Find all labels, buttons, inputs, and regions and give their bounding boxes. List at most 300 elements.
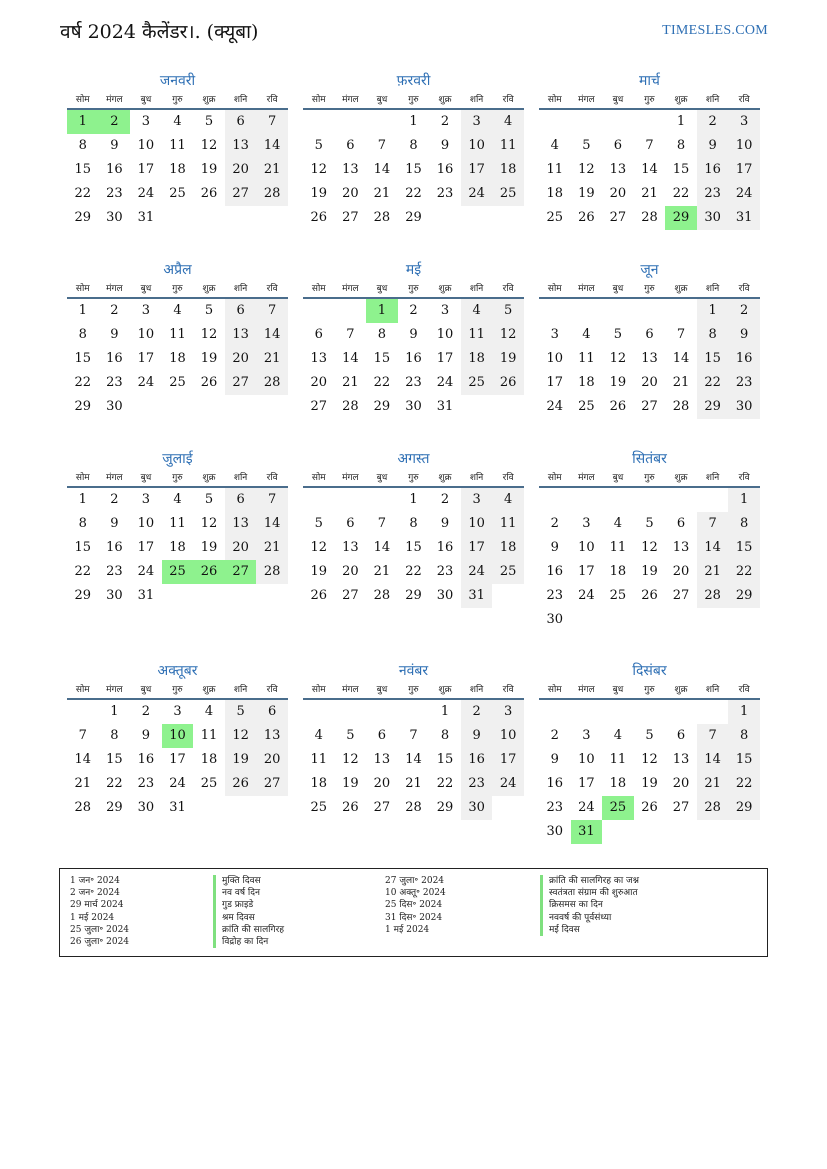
day-cell: 10 [436,327,454,342]
day-cell: 31 [728,206,760,230]
week-row [539,110,760,134]
empty-cell [602,608,634,632]
day-cell: 15 [373,351,391,366]
day-cell: 12 [578,162,595,177]
day-cell: 24 [137,564,155,579]
day-cell: 12 [200,327,218,342]
day-cell: 18 [609,564,627,579]
day-cell: 4 [613,516,623,531]
day-cell: 27 [373,800,391,815]
day-cell: 8 [440,728,450,743]
empty-cell [193,584,225,608]
day-cell: 21 [74,776,92,791]
week-row [539,371,760,395]
weekday-label: रवि [738,284,750,294]
day-cell: 31 [436,399,454,414]
day-cell: 26 [641,800,658,815]
day-cell: 21 [373,564,391,579]
week-row [539,134,760,158]
day-cell: 18 [492,158,524,182]
empty-cell [602,700,634,724]
month-name: जून [640,262,659,278]
empty-cell [303,700,335,724]
weekday-label: बुध [376,473,388,483]
day-cell: 29 [74,588,92,603]
weekday-label: रवि [502,284,514,294]
weekday-header [67,470,288,488]
day-cell: 21 [342,375,359,390]
empty-cell [728,608,760,632]
day-cell: 28 [256,182,288,206]
weekday-label: मंगल [578,284,595,294]
empty-cell [193,206,225,230]
day-cell: 30 [728,395,760,419]
week-row [67,772,288,796]
day-cell: 11 [169,327,186,342]
day-cell: 7 [697,512,729,536]
weekday-label: रवि [738,95,750,105]
day-cell: 3 [173,704,182,719]
day-cell: 27 [256,772,288,796]
day-cell: 9 [440,138,450,153]
day-cell: 10 [137,516,155,531]
day-cell: 3 [440,303,450,318]
day-cell: 29 [74,399,92,414]
day-cell: 4 [204,704,214,719]
week-row [303,182,524,206]
day-cell: 11 [546,162,564,177]
empty-cell [335,299,367,323]
day-cell: 3 [141,114,151,129]
day-cell: 29 [373,399,391,414]
day-cell: 7 [256,110,288,134]
day-cell: 12 [641,752,658,767]
day-cell: 2 [409,303,418,318]
day-cell: 20 [672,776,690,791]
day-cell: 13 [342,162,359,177]
empty-cell [665,820,697,844]
empty-cell [634,110,666,134]
month-name: अप्रैल [163,262,192,278]
day-cell: 11 [169,516,186,531]
day-cell: 3 [728,110,760,134]
day-cell: 23 [436,186,454,201]
empty-cell [256,206,288,230]
day-cell: 11 [461,323,493,347]
weekday-label: शनि [469,284,484,294]
day-cell: 3 [461,110,493,134]
legend-holiday-name: गुड फ्राइडे [213,899,284,911]
day-cell: 6 [676,516,686,531]
day-cell: 4 [550,138,559,153]
legend-holiday-name: विद्रोह का दिन [213,936,284,948]
day-cell: 6 [613,138,623,153]
empty-cell [697,608,729,632]
weekday-label: रवि [502,95,514,105]
day-cell: 24 [492,772,524,796]
weekday-label: शनि [469,473,484,483]
empty-cell [571,488,603,512]
weekday-label: बुध [376,284,388,294]
day-cell: 30 [106,210,123,225]
empty-cell [571,110,603,134]
day-cell: 16 [436,540,454,555]
day-cell: 10 [546,351,564,366]
day-cell: 13 [225,512,257,536]
weekday-label: शुक्र [674,473,688,483]
empty-cell [366,700,398,724]
month-block [303,259,524,419]
day-cell: 26 [310,210,328,225]
day-cell: 16 [546,776,564,791]
day-cell: 17 [436,351,454,366]
empty-cell [571,299,603,323]
day-cell: 10 [728,134,760,158]
day-cell: 2 [728,299,760,323]
month-name: जुलाई [162,451,193,467]
day-cell: 24 [578,588,595,603]
day-cell: 26 [200,186,218,201]
day-cell: 8 [377,327,387,342]
day-cell: 8 [676,138,686,153]
legend-date: 25 जुला॰ 2024 [70,924,130,935]
day-cell: 17 [137,162,155,177]
day-cell: 23 [405,375,422,390]
empty-cell [571,608,603,632]
day-cell: 25 [461,371,493,395]
holiday-day-cell: 27 [225,560,257,584]
day-cell: 22 [373,375,391,390]
week-row [303,772,524,796]
empty-cell [728,820,760,844]
day-cell: 9 [728,323,760,347]
weekday-header [67,92,288,110]
empty-cell [256,584,288,608]
day-cell: 23 [728,371,760,395]
day-cell: 25 [310,800,328,815]
day-cell: 18 [310,776,328,791]
day-cell: 21 [256,536,288,560]
legend-left-dates [70,875,129,948]
day-cell: 25 [200,776,218,791]
day-cell: 14 [405,752,422,767]
day-cell: 13 [609,162,627,177]
day-cell: 15 [74,162,92,177]
day-cell: 25 [169,186,186,201]
day-cell: 9 [461,724,493,748]
holiday-day-cell: 25 [602,796,634,820]
week-row [67,347,288,371]
day-cell: 25 [492,182,524,206]
week-row [67,748,288,772]
day-cell: 18 [578,375,595,390]
day-cell: 12 [310,162,328,177]
day-cell: 11 [609,540,627,555]
legend-holiday-name: मई दिवस [540,924,639,936]
day-cell: 5 [204,492,214,507]
day-cell: 14 [256,512,288,536]
empty-cell [492,584,524,608]
day-cell: 2 [697,110,729,134]
day-cell: 2 [440,114,450,129]
day-cell: 29 [436,800,454,815]
day-cell: 3 [492,700,524,724]
weekday-header [539,281,760,299]
empty-cell [539,700,571,724]
weekday-label: शुक्र [438,95,452,105]
legend-holiday-name: नववर्ष की पूर्वसंध्या [540,912,639,924]
weekday-label: मंगल [106,473,123,483]
empty-cell [193,395,225,419]
week-row [303,134,524,158]
day-cell: 19 [200,540,218,555]
day-cell: 4 [582,327,591,342]
day-cell: 8 [78,138,87,153]
day-cell: 7 [377,516,387,531]
empty-cell [225,206,257,230]
day-cell: 22 [74,375,92,390]
empty-cell [256,796,288,820]
week-row [303,512,524,536]
day-cell: 30 [405,399,422,414]
day-cell: 6 [225,299,257,323]
day-cell: 23 [697,182,729,206]
weekday-label: मंगल [342,284,359,294]
day-cell: 22 [728,772,760,796]
empty-cell [634,488,666,512]
weekday-label: शनि [705,685,720,695]
weekday-label: शनि [233,685,248,695]
day-cell: 10 [492,724,524,748]
day-cell: 8 [409,138,418,153]
day-cell: 4 [314,728,323,743]
week-row [539,206,760,230]
day-cell: 28 [256,560,288,584]
week-row [67,182,288,206]
day-cell: 29 [728,796,760,820]
weekday-label: मंगल [106,685,123,695]
day-cell: 20 [609,186,627,201]
day-cell: 12 [609,351,627,366]
day-cell: 16 [697,158,729,182]
day-cell: 6 [346,138,355,153]
day-cell: 20 [225,536,257,560]
day-cell: 21 [697,560,729,584]
empty-cell [492,395,524,419]
day-cell: 24 [546,399,564,414]
weekday-label: शनि [233,473,248,483]
day-cell: 8 [110,728,119,743]
week-row [67,724,288,748]
day-cell: 22 [728,560,760,584]
day-cell: 18 [546,186,564,201]
month-block [67,70,288,230]
day-cell: 19 [492,347,524,371]
week-row [67,584,288,608]
legend-date: 27 जुला॰ 2024 [385,876,445,886]
month-name: अक्तूबर [157,663,198,679]
day-cell: 18 [461,347,493,371]
legend-right-names [540,875,639,936]
weekday-label: मंगल [342,95,359,105]
empty-cell [492,796,524,820]
day-cell: 5 [204,303,214,318]
day-cell: 8 [78,516,87,531]
day-cell: 23 [137,776,155,791]
week-row [539,299,760,323]
day-cell: 3 [461,488,493,512]
day-cell: 5 [645,728,654,743]
day-cell: 5 [492,299,524,323]
empty-cell [634,700,666,724]
day-cell: 16 [405,351,422,366]
day-cell: 20 [225,158,257,182]
weekday-label: बुध [140,473,152,483]
site-link[interactable]: TIMESLES.COM [662,23,768,38]
weekday-label: बुध [140,95,152,105]
day-cell: 19 [641,564,658,579]
day-cell: 6 [256,700,288,724]
day-cell: 22 [106,776,123,791]
day-cell: 10 [578,752,595,767]
holiday-legend [59,868,768,957]
day-cell: 7 [697,724,729,748]
day-cell: 15 [74,351,92,366]
day-cell: 21 [641,186,658,201]
weekday-label: गुरु [172,473,183,483]
day-cell: 18 [609,776,627,791]
day-cell: 2 [141,704,151,719]
day-cell: 31 [169,800,186,815]
day-cell: 14 [697,748,729,772]
empty-cell [162,206,194,230]
day-cell: 4 [492,110,524,134]
day-cell: 24 [137,375,155,390]
weekday-label: शनि [233,284,248,294]
page-title: वर्ष 2024 कैलेंडर।. (क्यूबा) [60,21,259,43]
month-block [67,660,288,820]
empty-cell [162,584,194,608]
month-name: सितंबर [632,451,667,467]
day-cell: 11 [609,752,627,767]
day-cell: 1 [78,492,87,507]
day-cell: 11 [492,134,524,158]
day-cell: 21 [405,776,422,791]
day-cell: 1 [110,704,119,719]
week-row [539,584,760,608]
day-cell: 2 [110,492,119,507]
day-cell: 24 [461,182,493,206]
day-cell: 9 [550,752,559,767]
day-cell: 28 [672,399,690,414]
day-cell: 12 [342,752,359,767]
weekday-label: गुरु [644,685,655,695]
day-cell: 30 [697,206,729,230]
day-cell: 19 [609,375,627,390]
day-cell: 9 [141,728,151,743]
day-cell: 5 [314,138,323,153]
day-cell: 24 [436,375,454,390]
weekday-header [303,470,524,488]
day-cell: 13 [225,134,257,158]
day-cell: 4 [173,492,182,507]
week-row [303,748,524,772]
day-cell: 26 [310,588,328,603]
day-cell: 9 [550,540,559,555]
weekday-label: गुरु [408,95,419,105]
day-cell: 25 [492,560,524,584]
empty-cell [429,206,461,230]
weekday-label: गुरु [172,284,183,294]
day-cell: 26 [200,375,218,390]
week-row [303,323,524,347]
day-cell: 7 [377,138,387,153]
day-cell: 19 [342,776,359,791]
legend-holiday-name: क्रांति की सालगिरह [213,924,284,936]
day-cell: 17 [461,158,493,182]
weekday-label: शुक्र [674,284,688,294]
day-cell: 5 [346,728,355,743]
day-cell: 19 [578,186,595,201]
day-cell: 6 [225,110,257,134]
day-cell: 11 [169,138,186,153]
day-cell: 17 [461,536,493,560]
day-cell: 27 [641,399,658,414]
month-name: नवंबर [398,663,429,679]
day-cell: 24 [169,776,186,791]
weekday-header [539,470,760,488]
empty-cell [665,608,697,632]
weekday-header [303,281,524,299]
day-cell: 22 [405,564,422,579]
day-cell: 19 [310,186,328,201]
day-cell: 9 [110,516,119,531]
empty-cell [366,488,398,512]
legend-date: 29 मार्च 2024 [70,900,124,911]
week-row [539,772,760,796]
legend-left-names [213,875,284,948]
day-cell: 12 [641,540,658,555]
day-cell: 30 [546,824,564,839]
month-block [303,70,524,230]
week-row [539,700,760,724]
empty-cell [634,608,666,632]
week-row [67,158,288,182]
day-cell: 1 [728,700,760,724]
day-cell: 7 [346,327,355,342]
day-cell: 7 [409,728,418,743]
empty-cell [602,488,634,512]
day-cell: 24 [461,560,493,584]
week-row [67,206,288,230]
week-row [539,796,760,820]
weekday-label: शुक्र [438,473,452,483]
weekday-label: रवि [266,284,278,294]
day-cell: 18 [200,752,218,767]
week-row [67,371,288,395]
empty-cell [335,700,367,724]
week-row [539,347,760,371]
weekday-label: गुरु [644,95,655,105]
week-row [539,395,760,419]
weekday-header [539,92,760,110]
day-cell: 7 [676,327,686,342]
weekday-label: गुरु [644,284,655,294]
empty-cell [461,395,493,419]
day-cell: 1 [409,492,418,507]
day-cell: 19 [641,776,658,791]
holiday-day-cell: 31 [571,820,603,844]
